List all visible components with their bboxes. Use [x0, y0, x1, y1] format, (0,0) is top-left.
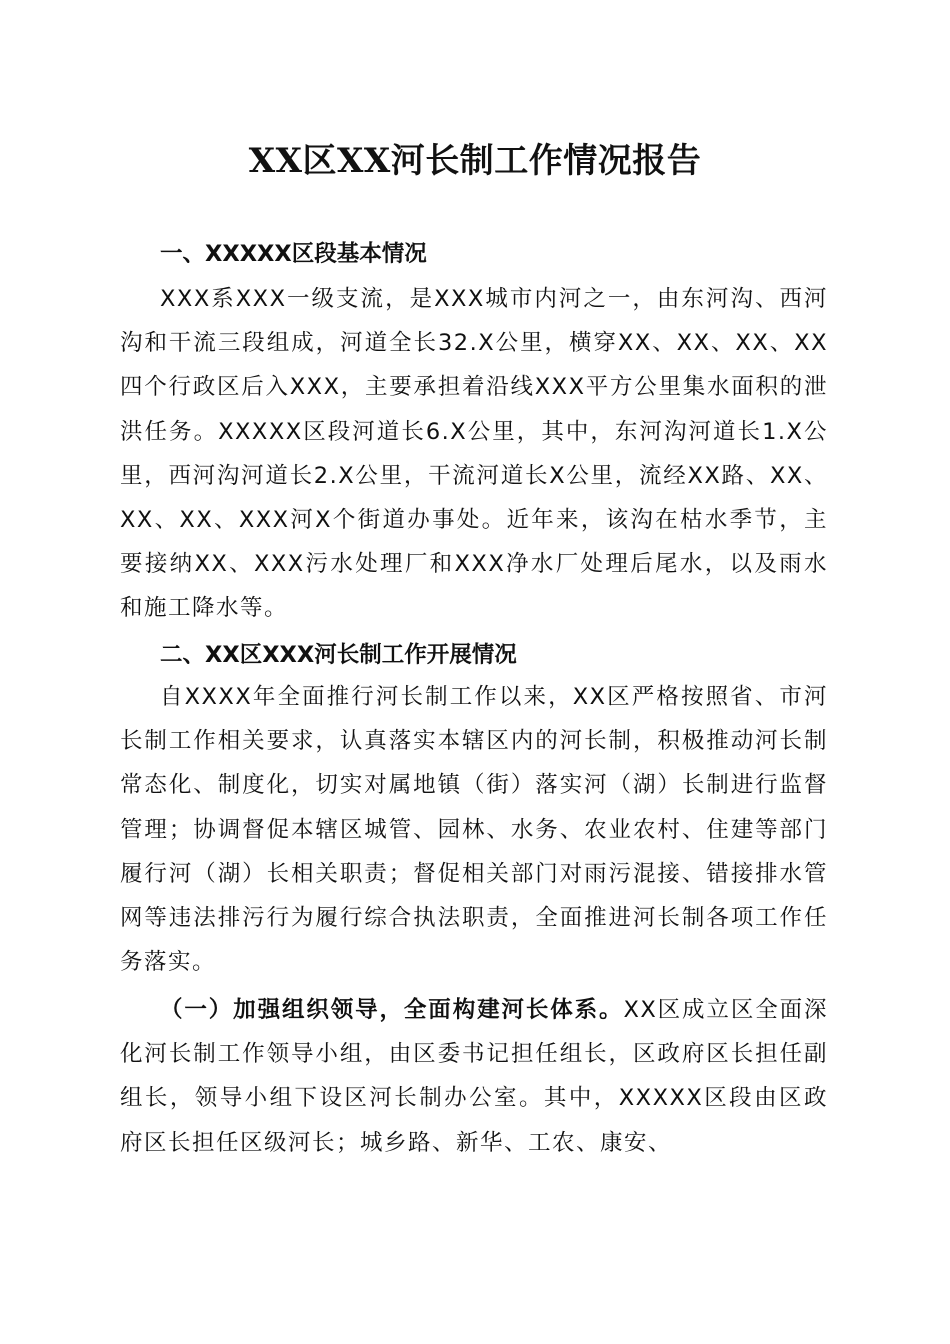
paragraph-work-progress: 自XXXX年全面推行河长制工作以来，XX区严格按照省、市河长制工作相关要求，认真落实本辖区内的河长制，积极推动河长制常态化、制度化，切实对属地镇（街）落实河（湖）长制进行监督管理；协调督促本辖区城管、园林、水务、农业农村、住建等部门履行河（湖）长相关职责；督促相关部门对雨污混接、错接排水管网等违法排污行为履行综合执法职责，全面推进河长制各项工作任务落实。 [120, 684, 828, 976]
subsection-organization [120, 988, 828, 1165]
section-body-basic-info [120, 277, 828, 631]
subsection-lead: （一）加强组织领导，全面构建河长体系。 [160, 997, 624, 1023]
paragraph-basic-info: XXX系XXX一级支流，是XXX城市内河之一，由东河沟、西河沟和干流三段组成，河道全长32.X公里，横穿XX、XX、XX、XX四个行政区后入XXX，主要承担着沿线XXX平方公里集水面积的泄洪任务。XXXXX区段河道长6.X公里，其中，东河沟河道长1.X公里，西河沟河道长2.X公里，干流河道长X公里，流经XX路、XX、XX、XX、XXX河X个街道办事处。近年来，该沟在枯水季节，主要接纳XX、XXX污水处理厂和XXX净水厂处理后尾水，以及雨水和施工降水等。 [120, 286, 828, 622]
paragraph-organization [120, 988, 828, 1165]
document-title: XX区XX河长制工作情况报告 [248, 141, 702, 181]
section-heading-basic-info: 一、XXXXX区段基本情况 [160, 241, 427, 267]
subsection-text: XX区成立区全面深化河长制工作领导小组，由区委书记担任组长，区政府区长担任副组长，领导小组下设区河长制办公室。其中，XXXXX区段由区政府区长担任区级河长；城乡路、新华、工农、康安、 [120, 997, 828, 1156]
section-body-work-progress [120, 675, 828, 984]
section-heading-work-progress: 二、XX区XXX河长制工作开展情况 [160, 642, 517, 668]
